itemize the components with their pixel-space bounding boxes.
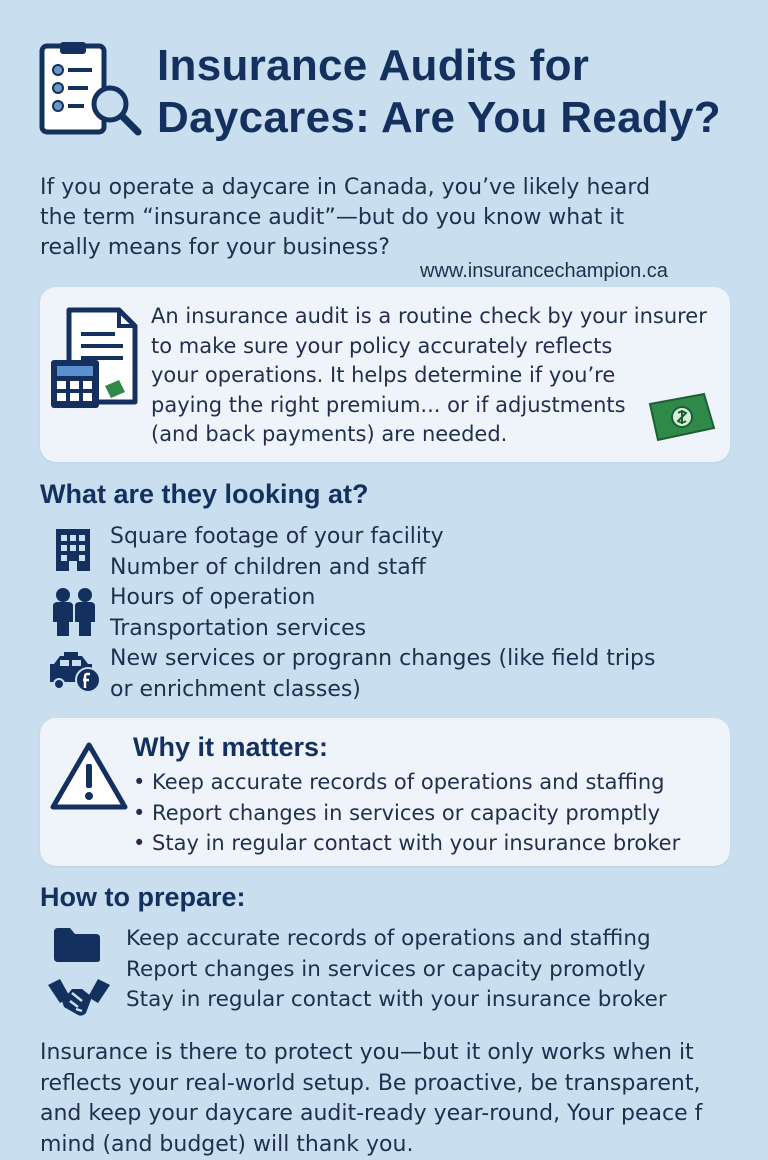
list-item: Stay in regular contact with your insurance broker: [126, 985, 667, 1016]
definition-line: paying the right premium... or if adjustments: [151, 391, 726, 421]
definition-line: to make sure your policy accurately reflects: [151, 332, 726, 362]
list-item: Keep accurate records of operations and staffing: [126, 924, 667, 955]
definition-text: [151, 302, 726, 450]
intro-line: really means for your business?: [40, 233, 720, 263]
title-line-1: Insurance Audits for: [157, 40, 757, 92]
how-to-prepare-heading: How to prepare:: [40, 882, 246, 913]
how-to-prepare-list: [126, 924, 667, 1016]
list-item: Report changes in services or capacity promotly: [126, 955, 667, 986]
list-item: • Keep accurate records of operations and staffing: [133, 767, 680, 798]
clipboard-search-icon: [38, 42, 144, 138]
list-item: • Stay in regular contact with your insurance broker: [133, 828, 680, 859]
warning-icon: [49, 740, 129, 812]
closing-line: reflects your real-world setup. Be proactive, be transparent,: [40, 1069, 750, 1100]
list-item: • Report changes in services or capacity promptly: [133, 798, 680, 829]
definition-line: your operations. It helps determine if you’re: [151, 361, 726, 391]
building-icon: [50, 527, 96, 573]
list-item: Number of children and staff: [110, 553, 655, 584]
people-icon: [50, 586, 98, 638]
money-bill-icon: [646, 392, 716, 442]
definition-line: (and back payments) are needed.: [151, 420, 726, 450]
list-item: Hours of operation: [110, 583, 655, 614]
list-item: or enrichment classes): [110, 675, 655, 706]
list-item: Square footage of your facility: [110, 522, 655, 553]
closing-paragraph: [40, 1038, 750, 1160]
definition-line: An insurance audit is a routine check by your insurer: [151, 302, 726, 332]
page-title: [157, 40, 757, 144]
closing-line: and keep your daycare audit-ready year-round, Your peace f: [40, 1099, 750, 1130]
intro-paragraph: [40, 173, 720, 263]
closing-line: Insurance is there to protect you—but it only works when it: [40, 1038, 750, 1069]
list-item: Transportation services: [110, 614, 655, 645]
looking-at-heading: What are they looking at?: [40, 479, 369, 510]
intro-line: If you operate a daycare in Canada, you’ve likely heard: [40, 173, 720, 203]
closing-line: mind (and budget) will thank you.: [40, 1130, 750, 1160]
handshake-icon: [46, 975, 112, 1021]
list-item: New services or progrann changes (like field trips: [110, 644, 655, 675]
title-line-2: Daycares: Are You Ready?: [157, 92, 757, 144]
why-it-matters-list: [133, 767, 680, 859]
intro-line: the term “insurance audit”—but do you know what it: [40, 203, 720, 233]
folder-icon: [52, 926, 102, 964]
website-url: www.insurancechampion.ca: [420, 260, 668, 283]
car-icon: [48, 650, 104, 694]
why-it-matters-heading: Why it matters:: [133, 732, 328, 763]
looking-at-list: [110, 522, 655, 705]
document-calculator-icon: [49, 306, 141, 412]
